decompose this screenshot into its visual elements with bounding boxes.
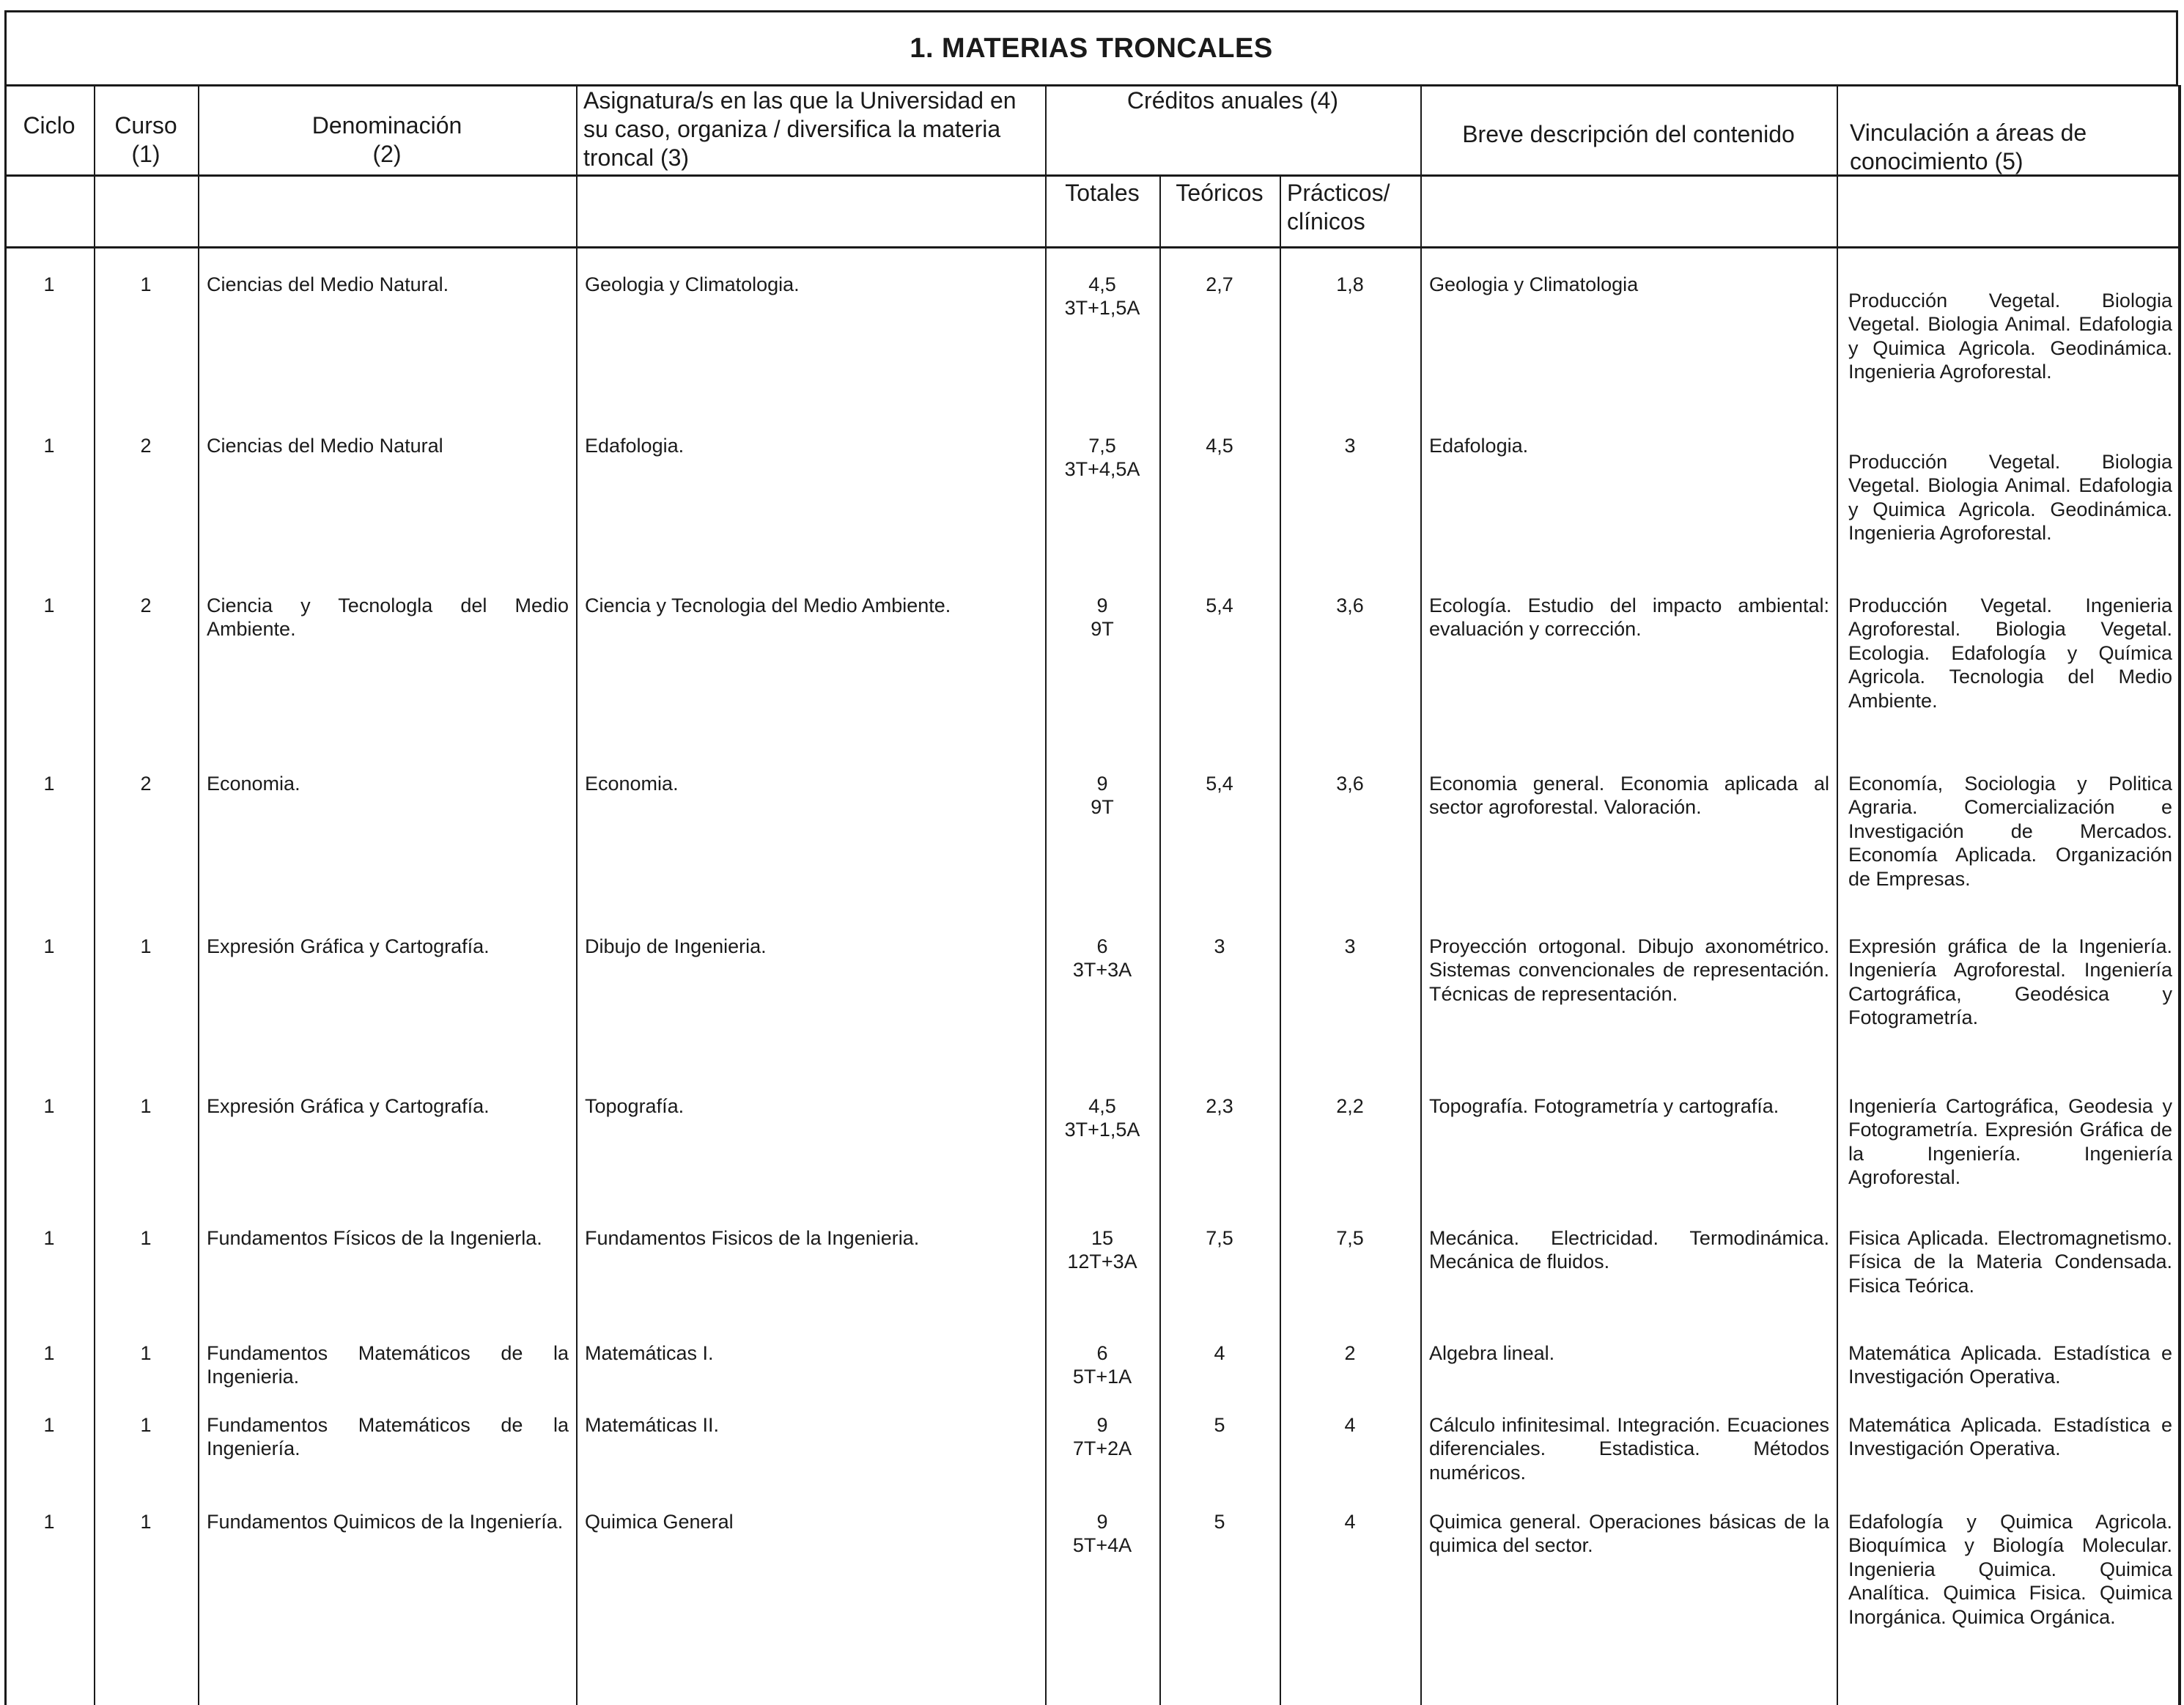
header-curso: Curso (1): [114, 112, 177, 168]
row-creditos-teoricos: 4,5: [1206, 435, 1233, 457]
row-creditos-totales: 4,5 3T+1,5A: [1064, 273, 1140, 320]
row-creditos-totales: 7,5 3T+4,5A: [1064, 435, 1140, 481]
row-descripcion: Algebra lineal.: [1429, 1342, 1555, 1364]
page-title: 1. MATERIAS TRONCALES: [4, 10, 2178, 86]
column-rule: [1837, 85, 1838, 1705]
row-creditos-teoricos: 5: [1214, 1414, 1225, 1436]
row-asignatura: Economia.: [585, 773, 679, 795]
row-denominacion: Fundamentos Físicos de la Ingenierla.: [207, 1227, 542, 1249]
row-curso: 1: [140, 1227, 152, 1249]
row-ciclo: 1: [43, 1342, 55, 1364]
row-creditos-totales: 9 9T: [1091, 773, 1114, 819]
row-creditos-teoricos: 2,3: [1206, 1095, 1233, 1117]
row-creditos-teoricos: 4: [1214, 1342, 1225, 1364]
row-ciclo: 1: [43, 435, 55, 457]
row-creditos-practicos: 3,6: [1336, 594, 1364, 616]
row-creditos-teoricos: 5,4: [1206, 773, 1233, 795]
row-creditos-practicos: 3: [1344, 935, 1356, 957]
row-asignatura: Geologia y Climatologia.: [585, 273, 800, 295]
row-vinculacion: Fisica Aplicada. Electromagnetismo. Física de la Materia Condensada. Fisica Teórica.: [1848, 1227, 2172, 1297]
header-teoricos: Teóricos: [1176, 180, 1263, 206]
row-denominacion: Fundamentos Quimicos de la Ingeniería.: [207, 1511, 564, 1533]
row-vinculacion: Expresión gráfica de la Ingeniería. Ingeniería Agroforestal. Ingeniería Cartográfica, Geodésica y Fotogrametría.: [1848, 935, 2172, 1029]
row-curso: 1: [140, 273, 152, 295]
row-curso: 1: [140, 1095, 152, 1117]
row-creditos-teoricos: 5: [1214, 1511, 1225, 1533]
row-asignatura: Ciencia y Tecnologia del Medio Ambiente.: [585, 594, 951, 616]
row-ciclo: 1: [43, 773, 55, 795]
creditos-subheader-rule: [1045, 174, 1420, 176]
row-descripcion: Proyección ortogonal. Dibujo axonométrico. Sistemas convencionales de representación. Técnicas de representación.: [1429, 935, 1829, 1005]
header-bottom-rule: [4, 246, 2180, 248]
header-practicos: Prácticos/ clínicos: [1287, 180, 1390, 235]
table-left-border: [4, 85, 7, 1705]
row-creditos-teoricos: 5,4: [1206, 594, 1233, 616]
row-creditos-practicos: 3: [1344, 435, 1356, 457]
header-vinculacion: Vinculación a áreas de conocimiento (5): [1850, 119, 2087, 175]
row-asignatura: Topografía.: [585, 1095, 685, 1117]
row-asignatura: Matemáticas II.: [585, 1414, 720, 1436]
row-creditos-practicos: 3,6: [1336, 773, 1364, 795]
row-vinculacion: Producción Vegetal. Ingenieria Agroforestal. Biologia Vegetal. Ecologia. Edafología y Química Agricola. Tecnologia del Medio Ambiente.: [1848, 594, 2172, 712]
row-denominacion: Ciencia y Tecnologla del Medio Ambiente.: [207, 594, 569, 641]
row-descripcion: Edafologia.: [1429, 435, 1529, 457]
row-vinculacion: Ingeniería Cartográfica, Geodesia y Fotogrametría. Expresión Gráfica de la Ingeniería. Ingeniería Agroforestal.: [1848, 1095, 2172, 1189]
row-denominacion: Expresión Gráfica y Cartografía.: [207, 935, 490, 957]
header-denominacion: Denominación (2): [311, 112, 462, 168]
row-vinculacion: Producción Vegetal. Biologia Vegetal. Biologia Animal. Edafologia y Quimica Agricola. Geodinámica. Ingenieria Agroforestal.: [1848, 290, 2172, 383]
row-descripcion: Topografía. Fotogrametría y cartografía.: [1429, 1095, 1779, 1117]
row-denominacion: Ciencias del Medio Natural: [207, 435, 443, 457]
row-ciclo: 1: [43, 1511, 55, 1533]
header-creditos: Créditos anuales (4): [1126, 87, 1339, 114]
row-ciclo: 1: [43, 594, 55, 616]
row-vinculacion: Matemática Aplicada. Estadística e Investigación Operativa.: [1848, 1342, 2172, 1388]
row-curso: 1: [140, 1511, 152, 1533]
row-creditos-practicos: 1,8: [1336, 273, 1364, 295]
row-curso: 1: [140, 1342, 152, 1364]
row-creditos-teoricos: 3: [1214, 935, 1225, 957]
row-creditos-totales: 6 5T+1A: [1072, 1342, 1132, 1388]
row-ciclo: 1: [43, 935, 55, 957]
row-creditos-practicos: 2,2: [1336, 1095, 1364, 1117]
row-curso: 2: [140, 594, 152, 616]
table-right-border: [2178, 85, 2180, 1705]
row-creditos-practicos: 4: [1344, 1511, 1356, 1533]
row-creditos-practicos: 4: [1344, 1414, 1356, 1436]
row-creditos-totales: 9 7T+2A: [1072, 1414, 1132, 1460]
header-asignaturas: Asignatura/s en las que la Universidad en su caso, organiza / diversifica la materia troncal (3): [583, 87, 1017, 172]
row-creditos-totales: 9 5T+4A: [1072, 1511, 1132, 1557]
header-ciclo: Ciclo: [23, 112, 75, 139]
row-asignatura: Quimica General: [585, 1511, 734, 1533]
row-vinculacion: Matemática Aplicada. Estadística e Investigación Operativa.: [1848, 1414, 2172, 1460]
row-vinculacion: Edafología y Quimica Agricola. Bioquímica y Biología Molecular. Ingenieria Quimica. Quimica Analítica. Quimica Fisica. Quimica Inorgánica. Quimica Orgánica.: [1848, 1511, 2172, 1628]
row-denominacion: Fundamentos Matemáticos de la Ingenieria.: [207, 1342, 569, 1388]
row-ciclo: 1: [43, 273, 55, 295]
row-denominacion: Ciencias del Medio Natural.: [207, 273, 449, 295]
row-descripcion: Economia general. Economia aplicada al sector agroforestal. Valoración.: [1429, 773, 1829, 819]
row-creditos-teoricos: 2,7: [1206, 273, 1233, 295]
row-ciclo: 1: [43, 1414, 55, 1436]
row-descripcion: Mecánica. Electricidad. Termodinámica. Mecánica de fluidos.: [1429, 1227, 1829, 1273]
row-creditos-teoricos: 7,5: [1206, 1227, 1233, 1249]
row-asignatura: Matemáticas I.: [585, 1342, 714, 1364]
row-vinculacion: Producción Vegetal. Biologia Vegetal. Biologia Animal. Edafologia y Quimica Agricola. Geodinámica. Ingenieria Agroforestal.: [1848, 451, 2172, 545]
row-descripcion: Geologia y Climatologia: [1429, 273, 1639, 295]
row-asignatura: Fundamentos Fisicos de la Ingenieria.: [585, 1227, 920, 1249]
row-denominacion: Expresión Gráfica y Cartografía.: [207, 1095, 490, 1117]
column-rule: [1420, 85, 1422, 1705]
column-rule: [576, 85, 578, 1705]
row-descripcion: Quimica general. Operaciones básicas de la quimica del sector.: [1429, 1511, 1829, 1557]
row-creditos-practicos: 2: [1344, 1342, 1356, 1364]
row-creditos-totales: 15 12T+3A: [1067, 1227, 1137, 1273]
row-curso: 1: [140, 1414, 152, 1436]
column-rule: [94, 85, 95, 1705]
column-rule: [198, 85, 199, 1705]
row-creditos-totales: 4,5 3T+1,5A: [1064, 1095, 1140, 1141]
header-descripcion: Breve descripción del contenido: [1462, 121, 1795, 147]
row-creditos-totales: 9 9T: [1091, 594, 1114, 641]
row-denominacion: Fundamentos Matemáticos de la Ingeniería.: [207, 1414, 569, 1460]
row-denominacion: Economia.: [207, 773, 300, 795]
row-curso: 2: [140, 773, 152, 795]
row-vinculacion: Economía, Sociologia y Politica Agraria. Comercialización e Investigación de Mercados. Economía Aplicada. Organización de Empresas.: [1848, 773, 2172, 890]
row-creditos-practicos: 7,5: [1336, 1227, 1364, 1249]
row-creditos-totales: 6 3T+3A: [1072, 935, 1132, 982]
row-curso: 2: [140, 435, 152, 457]
column-rule: [1045, 85, 1047, 1705]
row-ciclo: 1: [43, 1095, 55, 1117]
row-ciclo: 1: [43, 1227, 55, 1249]
header-totales: Totales: [1065, 180, 1140, 206]
row-asignatura: Edafologia.: [585, 435, 685, 457]
row-curso: 1: [140, 935, 152, 957]
row-asignatura: Dibujo de Ingenieria.: [585, 935, 767, 957]
row-descripcion: Ecología. Estudio del impacto ambiental: evaluación y corrección.: [1429, 594, 1829, 641]
row-descripcion: Cálculo infinitesimal. Integración. Ecuaciones diferenciales. Estadistica. Métodos numéricos.: [1429, 1414, 1829, 1484]
